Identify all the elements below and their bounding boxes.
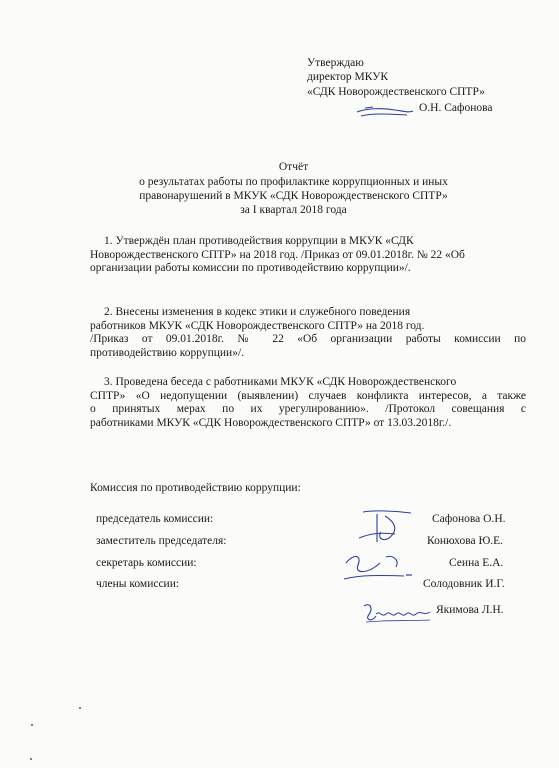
item-line: организации работы комиссии по противодействию коррупции»/. <box>90 262 411 275</box>
item-line: 2. Внесены изменения в кодекс этики и служебного поведения <box>104 306 411 318</box>
member-name: Сафонова О.Н. <box>432 513 506 525</box>
member-name: Якимова Л.Н. <box>436 604 504 616</box>
member-signature <box>360 600 436 626</box>
item-line: работников МКУК «СДК Новорождественского СПТР» на 2018 год. <box>90 319 425 332</box>
member-role: председатель комиссии: <box>96 513 214 525</box>
member-name: Солодовник И.Г. <box>423 578 505 590</box>
item-line: о принятых мерах по их урегулированию». /Протокол совещания с <box>90 403 526 416</box>
approval-name: О.Н. Сафонова <box>419 102 493 114</box>
approval-line-2: директор МКУК <box>307 71 389 83</box>
item-line: Новорождественского СПТР» на 2018 год. /Приказ от 09.01.2018г. № 22 «Об <box>90 248 465 261</box>
scan-speck <box>30 758 32 760</box>
scan-speck <box>79 707 81 709</box>
member-name: Конюхова Ю.Е. <box>427 535 504 547</box>
member-name: Сеина Е.А. <box>449 557 504 569</box>
item-line: СПТР» «О недопущении (выявлении) случаев конфликта интересов, а также <box>90 389 526 402</box>
member-role: секретарь комиссии: <box>96 557 197 569</box>
item-line: работниками МКУК «СДК Новорождественского СПТР» от 13.03.2018г./. <box>90 416 452 429</box>
report-item-2 <box>90 306 526 360</box>
chairman-signature <box>355 508 415 548</box>
report-subtitle-2: правонарушений в МКУК «СДК Новорождественского СПТР» <box>139 190 448 202</box>
secretary-signature <box>340 545 420 585</box>
report-subtitle-3: за I квартал 2018 года <box>240 204 347 216</box>
report-item-3 <box>90 376 526 430</box>
commission-heading: Комиссия по противодействию коррупции: <box>90 482 301 494</box>
member-role: члены комиссии: <box>96 578 180 590</box>
report-title: Отчёт <box>278 161 309 173</box>
director-signature <box>355 104 415 120</box>
item-line: противодействию коррупции»/. <box>90 346 245 359</box>
item-line: 1. Утверждён план противодействия коррупции в МКУК «СДК <box>104 235 414 247</box>
report-subtitle-1: о результатах работы по профилактике коррупционных и иных <box>139 176 448 188</box>
scan-speck <box>31 724 33 726</box>
item-line: 3. Проведена беседа с работниками МКУК «СДК Новорождественского <box>104 376 457 388</box>
item-line: /Приказ от 09.01.2018г. № 22 «Об организации работы комиссии по <box>90 333 526 346</box>
approval-line-3: «СДК Новорождественского СПТР» <box>307 86 485 98</box>
approval-line-1: Утверждаю <box>307 57 364 69</box>
report-item-1 <box>90 235 526 276</box>
member-role: заместитель председателя: <box>96 535 227 547</box>
